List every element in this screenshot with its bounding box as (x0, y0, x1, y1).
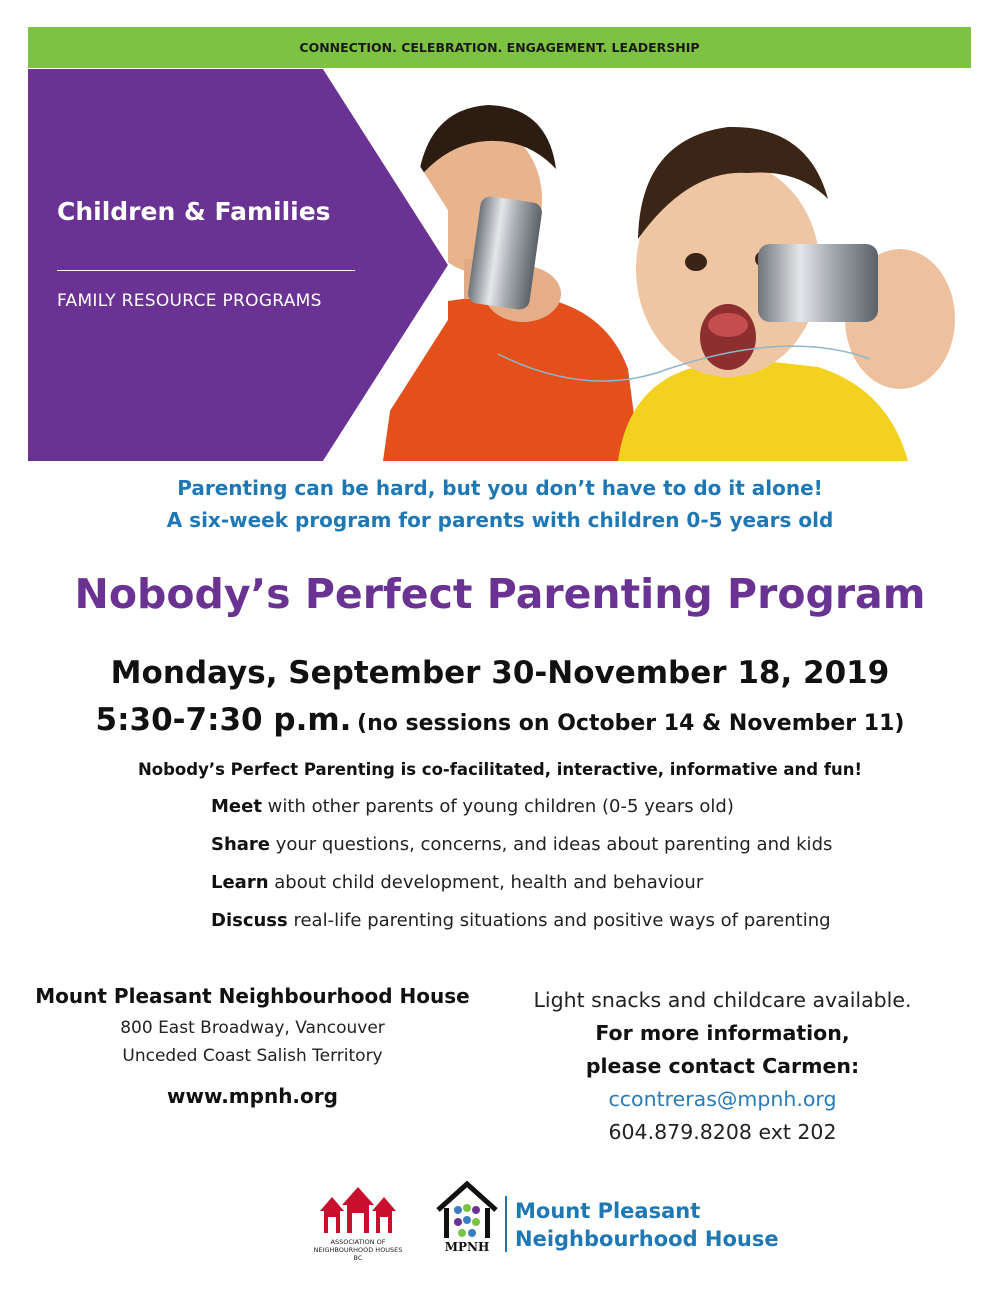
program-intro: Nobody’s Perfect Parenting is co-facilitated, interactive, informative and fun! (137, 760, 863, 779)
feature-lead: Learn (211, 872, 269, 893)
hero-divider (57, 270, 355, 271)
more-info-label: For more information, (595, 1021, 850, 1045)
location-address: 800 East Broadway, Vancouver (120, 1018, 385, 1038)
mpnh-logo (432, 1180, 502, 1260)
hero-subtitle: FAMILY RESOURCE PROGRAMS (57, 291, 322, 311)
top-banner (28, 27, 971, 68)
feature-item (211, 796, 931, 834)
purple-chevron-panel (28, 69, 448, 461)
website-link[interactable]: www.mpnh.org (167, 1084, 338, 1108)
feature-text: with other parents of young children (0-5 years old) (261, 796, 734, 817)
mpnh-logo-text (515, 1197, 779, 1253)
tagline-line-1: Parenting can be hard, but you don’t have to do it alone! (177, 476, 823, 500)
mpnh-logo-line-2: Neighbourhood House (515, 1227, 779, 1251)
location-block (20, 984, 485, 1108)
feature-text: real-life parenting situations and positive ways of parenting (287, 910, 831, 931)
program-dates: Mondays, September 30-November 18, 2019 (110, 655, 890, 691)
feature-list (211, 796, 931, 948)
mpnh-abbr: MPNH (444, 1240, 490, 1254)
feature-text: your questions, concerns, and ideas about parenting and kids (270, 834, 833, 855)
anh-bc-logo (312, 1183, 404, 1273)
feature-item (211, 910, 931, 948)
banner-text: CONNECTION. CELEBRATION. ENGAGEMENT. LEADERSHIP (299, 40, 700, 55)
program-times (0, 702, 1000, 738)
contact-block (500, 984, 945, 1149)
feature-item (211, 872, 931, 910)
program-title: Nobody’s Perfect Parenting Program (74, 570, 926, 618)
program-time: 5:30-7:30 p.m. (95, 702, 352, 738)
feature-lead: Meet (211, 796, 262, 817)
location-name: Mount Pleasant Neighbourhood House (35, 984, 470, 1008)
hero-title: Children & Families (57, 197, 331, 226)
mpnh-house-icon (432, 1180, 502, 1240)
hero-section (28, 69, 971, 461)
contact-person-label: please contact Carmen: (585, 1054, 860, 1078)
mpnh-logo-line-1: Mount Pleasant (515, 1199, 701, 1223)
snacks-note: Light snacks and childcare available. (533, 988, 912, 1012)
location-territory: Unceded Coast Salish Territory (122, 1046, 383, 1066)
logo-divider (505, 1196, 507, 1252)
feature-item (211, 834, 931, 872)
anh-logo-text: ASSOCIATION OF NEIGHBOURHOOD HOUSES BC (313, 1238, 403, 1262)
phone-number: 604.879.8208 ext 202 (608, 1120, 837, 1144)
email-link[interactable]: ccontreras@mpnh.org (608, 1087, 837, 1111)
program-time-note: (no sessions on October 14 & November 11) (357, 711, 905, 736)
feature-lead: Discuss (211, 910, 288, 931)
feature-lead: Share (211, 834, 271, 855)
anh-houses-icon (312, 1183, 404, 1237)
tagline-line-2: A six-week program for parents with children 0-5 years old (166, 508, 834, 532)
feature-text: about child development, health and behaviour (268, 872, 704, 893)
